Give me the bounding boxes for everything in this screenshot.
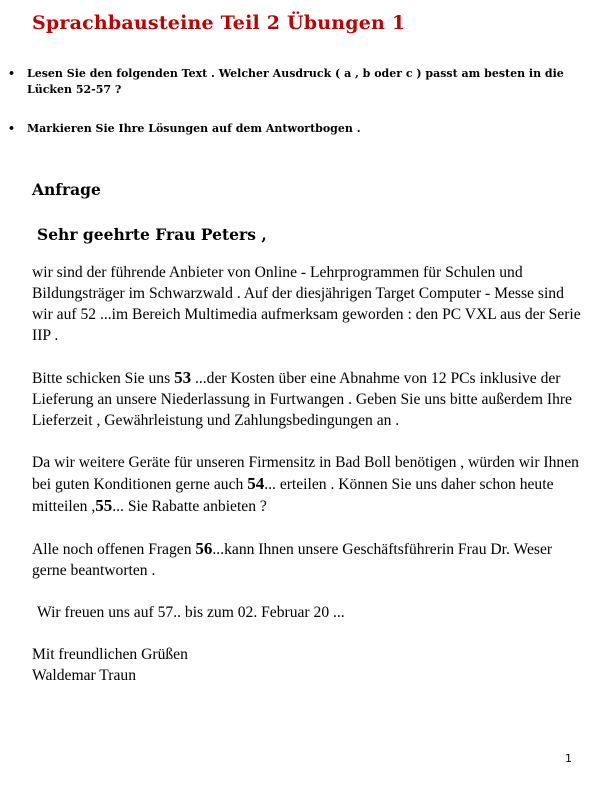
paragraph-1: wir sind der führende Anbieter von Online - Lehrprogrammen für Schulen und Bildungsträger im Schwarzwald . Auf der diesjährigen Target Computer - Messe sind wir auf 52 ...im Bereich Multimedia aufmerksam geworden : den PC VXL aus der Serie IIP . (32, 264, 581, 344)
paragraph-3-text-end: ... Sie Rabatte anbieten ? (112, 498, 267, 515)
paragraph-4-text-cont: ...kann Ihnen unsere Geschäftsführerin Frau Dr. Weser gerne beantworten . (32, 541, 553, 579)
letter-salutation: Sehr geehrte Frau Peters , (37, 225, 267, 244)
bullet-icon: • (8, 122, 16, 135)
letter-body (32, 262, 588, 686)
instruction-text: Lesen Sie den folgenden Text . Welcher Ausdruck ( a , b oder c ) passt am besten in die Lücken 52-57 ? (27, 67, 564, 96)
instruction-text: Markieren Sie Ihre Lösungen auf dem Antwortbogen . (27, 122, 361, 135)
paragraph-2-text: Bitte schicken Sie uns (32, 370, 175, 387)
paragraph-3-text-mid: ... erteilen . Können Sie uns daher schon heute mitteilen , (32, 476, 554, 515)
page-number: 1 (565, 752, 572, 765)
paragraph-3-text: Da wir weitere Geräte für unseren Firmensitz in Bad Boll benötigen , würden wir Ihnen bei guten Konditionen gerne auch (32, 454, 579, 493)
closing-line: Mit freundlichen Grüßen (32, 646, 188, 663)
paragraph-3 (32, 452, 588, 517)
paragraph-2-text-cont: ...der Kosten über eine Abnahme von 12 PCs inklusive der Lieferung an unsere Niederlassung in Furtwangen . Geben Sie uns bitte außerdem Ihre Lieferzeit , Gewährleistung und Zahlungsbedingungen an . (32, 370, 572, 429)
paragraph-2 (32, 367, 588, 431)
gap-55: 55 (95, 496, 113, 515)
gap-54: 54 (247, 474, 265, 493)
paragraph-5: Wir freuen uns auf 57.. bis zum 02. Februar 20 ... (37, 604, 345, 621)
letter-heading: Anfrage (32, 180, 101, 199)
bullet-icon: • (8, 67, 16, 80)
gap-56: 56 (195, 539, 213, 558)
instruction-item (8, 66, 588, 98)
signature: Waldemar Traun (32, 667, 136, 684)
paragraph-4 (32, 538, 588, 581)
paragraph-4-text: Alle noch offenen Fragen (32, 541, 196, 558)
gap-53: 53 (174, 368, 192, 387)
page-title: Sprachbausteine Teil 2 Übungen 1 (32, 12, 406, 34)
instruction-item (8, 121, 588, 137)
instruction-list (8, 66, 588, 137)
